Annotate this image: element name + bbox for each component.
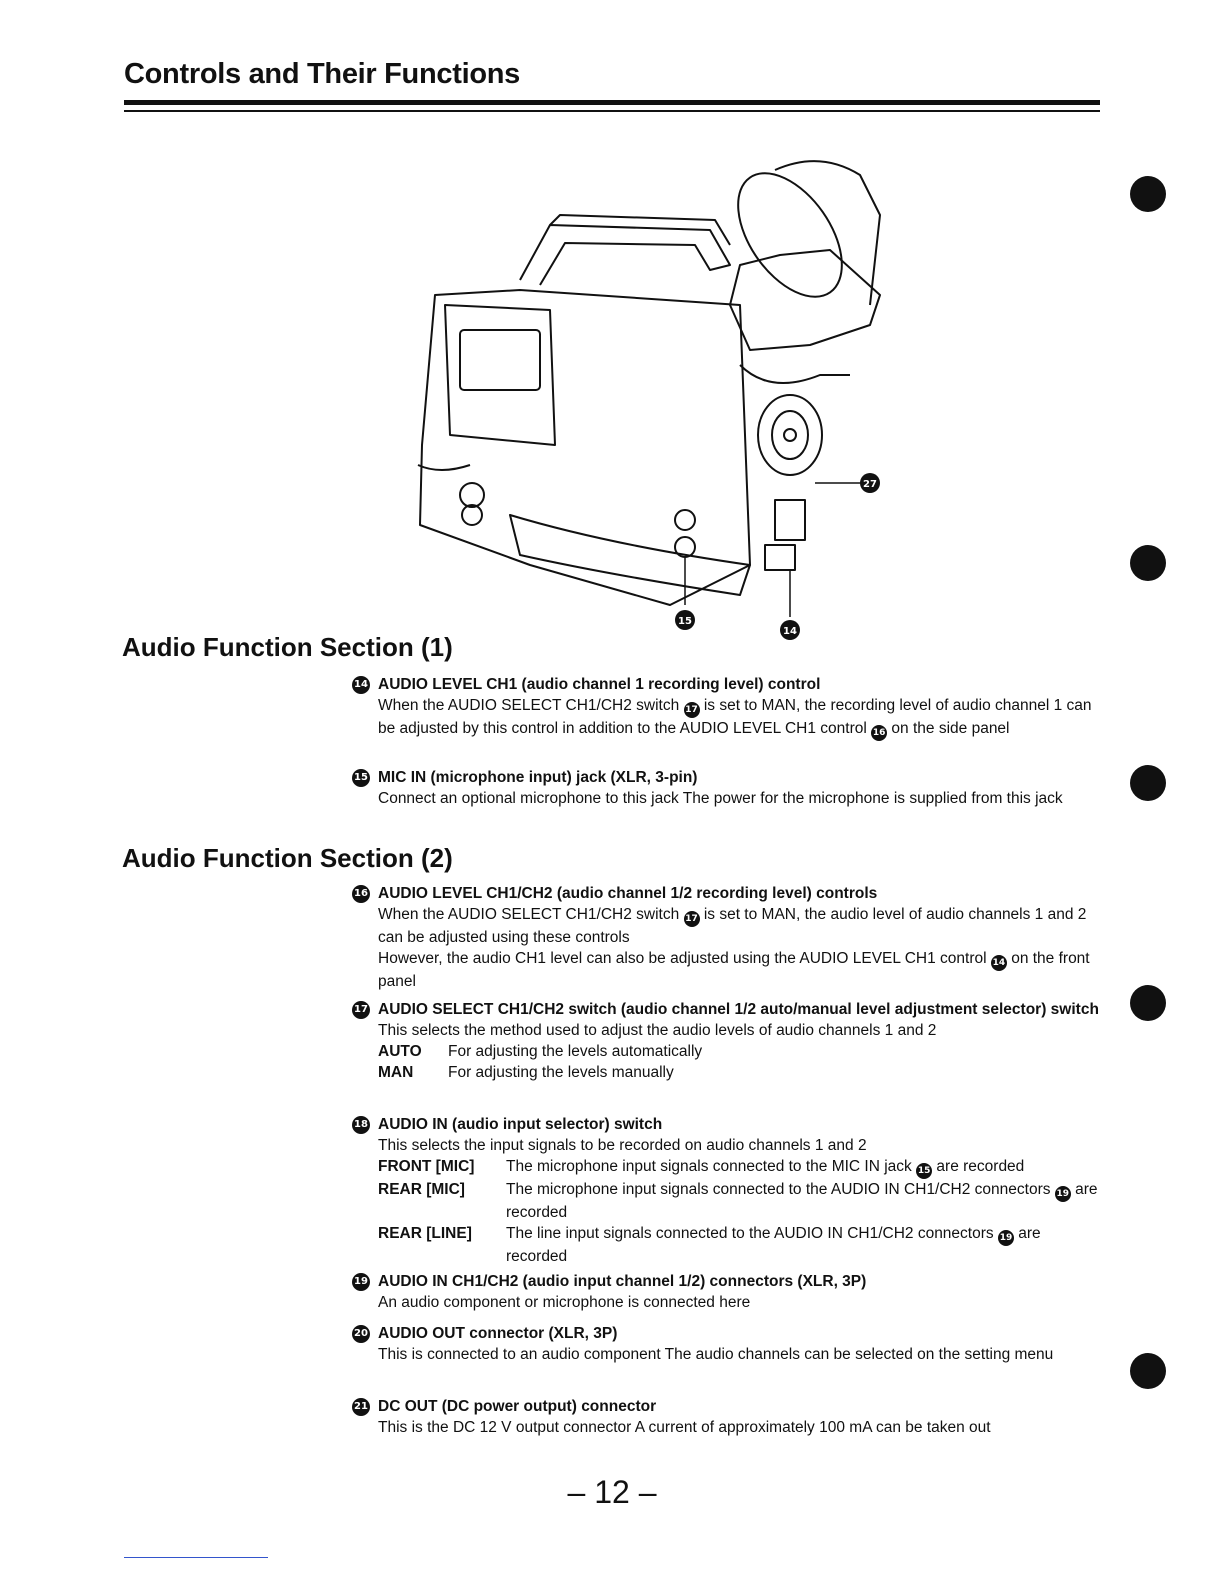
svg-text:14: 14 — [783, 626, 797, 637]
option-value: For adjusting the levels automatically — [448, 1043, 703, 1060]
svg-text:27: 27 — [863, 479, 877, 490]
callout-27 — [860, 473, 880, 493]
item-body: When the AUDIO SELECT CH1/CH2 switch 17 is set to MAN, the recording level of audio channel 1 can be adjusted by this control in addition to the AUDIO LEVEL CH1 control 16 on the side panel — [352, 695, 1100, 741]
option-key: FRONT [MIC] — [378, 1158, 475, 1175]
item-21 — [352, 1396, 1100, 1438]
option-key: REAR [LINE] — [378, 1225, 472, 1242]
section-heading-audio-1: Audio Function Section (1) — [122, 632, 453, 662]
item-number: 15 — [352, 769, 370, 787]
option-value: The line input signals connected to the AUDIO IN CH1/CH2 connectors 19 are recorded — [506, 1225, 1041, 1265]
option-value: For adjusting the levels manually — [448, 1064, 674, 1081]
option-value: The microphone input signals connected to the MIC IN jack 15 are recorded — [506, 1156, 1100, 1179]
reference-number: 19 — [1055, 1186, 1071, 1202]
item-15 — [352, 767, 1100, 809]
option-key: REAR [MIC] — [378, 1181, 465, 1198]
item-18 — [352, 1114, 1100, 1267]
item-title: AUDIO SELECT CH1/CH2 switch (audio channel 1/2 auto/manual level adjustment selector) switch — [378, 1001, 1099, 1018]
item-title: DC OUT (DC power output) connector — [378, 1398, 657, 1415]
item-20 — [352, 1323, 1100, 1365]
item-body: This selects the input signals to be recorded on audio channels 1 and 2 — [378, 1137, 867, 1154]
item-body: However, the audio CH1 level can also be adjusted using the AUDIO LEVEL CH1 control 14 on the front panel — [378, 950, 1090, 990]
header-rule — [124, 100, 1100, 105]
item-title: AUDIO IN CH1/CH2 (audio input channel 1/2) connectors (XLR, 3P) — [378, 1273, 867, 1290]
binding-hole — [1130, 545, 1166, 581]
item-number: 18 — [352, 1116, 370, 1134]
item-number: 19 — [352, 1273, 370, 1291]
reference-number: 17 — [684, 911, 700, 927]
header-rule-thin — [124, 110, 1100, 112]
page-number: – 12 – — [567, 1474, 657, 1510]
item-number: 17 — [352, 1001, 370, 1019]
option-row — [352, 1223, 1100, 1267]
option-key: AUTO — [378, 1043, 422, 1060]
callout-15 — [675, 610, 695, 630]
section-heading-audio-2: Audio Function Section (2) — [122, 843, 453, 873]
item-title: AUDIO IN (audio input selector) switch — [378, 1116, 663, 1133]
item-17 — [352, 999, 1100, 1083]
reference-number: 16 — [871, 725, 887, 741]
item-number: 21 — [352, 1398, 370, 1416]
option-row — [352, 1041, 1100, 1062]
footer-line — [124, 1557, 268, 1558]
item-title: MIC IN (microphone input) jack (XLR, 3-pin) — [378, 769, 698, 786]
binding-hole — [1130, 176, 1166, 212]
option-value: The microphone input signals connected to the AUDIO IN CH1/CH2 connectors 19 are recorded — [506, 1181, 1098, 1221]
item-number: 20 — [352, 1325, 370, 1343]
item-body: An audio component or microphone is connected here — [378, 1294, 751, 1311]
item-body: This selects the method used to adjust the audio levels of audio channels 1 and 2 — [378, 1022, 937, 1039]
item-14 — [352, 674, 1100, 741]
option-key: MAN — [378, 1064, 414, 1081]
item-body: Connect an optional microphone to this jack The power for the microphone is supplied from this jack — [378, 790, 1063, 807]
item-body: This is the DC 12 V output connector A current of approximately 100 mA can be taken out — [378, 1419, 991, 1436]
item-number: 16 — [352, 885, 370, 903]
reference-number: 14 — [991, 955, 1007, 971]
page-title: Controls and Their Functions — [124, 58, 520, 90]
option-row — [352, 1062, 1100, 1083]
svg-text:15: 15 — [678, 616, 692, 627]
reference-number: 19 — [998, 1230, 1014, 1246]
item-title: AUDIO OUT connector (XLR, 3P) — [378, 1325, 618, 1342]
item-title: AUDIO LEVEL CH1 (audio channel 1 recording level) control — [378, 676, 821, 693]
item-body: When the AUDIO SELECT CH1/CH2 switch 17 is set to MAN, the audio level of audio channels 1 and 2 can be adjusted using these controls — [378, 906, 1087, 946]
binding-hole — [1130, 985, 1166, 1021]
item-body: This is connected to an audio component The audio channels can be selected on the setting menu — [378, 1346, 1054, 1363]
item-number: 14 — [352, 676, 370, 694]
camera-illustration — [410, 145, 890, 645]
option-row — [352, 1156, 1100, 1179]
item-title: AUDIO LEVEL CH1/CH2 (audio channel 1/2 recording level) controls — [378, 885, 878, 902]
callout-14 — [780, 620, 800, 640]
reference-number: 17 — [684, 702, 700, 718]
item-16 — [352, 883, 1100, 992]
reference-number: 15 — [916, 1163, 932, 1179]
option-row — [352, 1179, 1100, 1223]
binding-hole — [1130, 765, 1166, 801]
item-19 — [352, 1271, 1100, 1313]
binding-hole — [1130, 1353, 1166, 1389]
